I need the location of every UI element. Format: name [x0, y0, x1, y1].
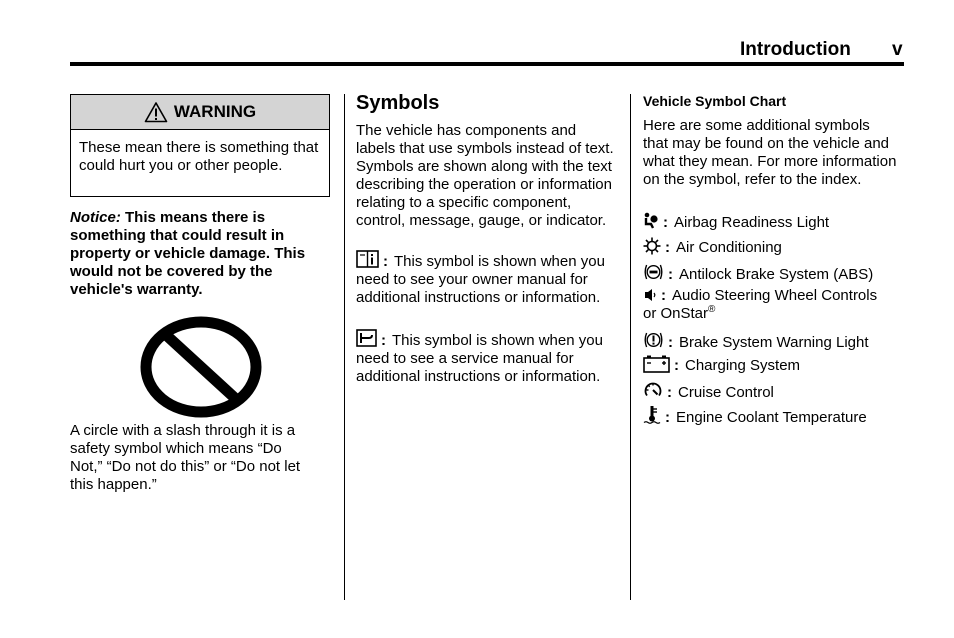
- charging-label: Charging System: [685, 357, 801, 374]
- audio-steering-label-cont: or OnStar: [643, 305, 709, 322]
- page-section-title: Introduction: [740, 39, 851, 60]
- owner-manual-paragraph: [356, 250, 618, 307]
- service-manual-icon: [356, 329, 378, 347]
- air-conditioning-icon: [643, 237, 661, 255]
- notice-text: This means there is something that could result in property or vehicle damage. This would not be covered by the vehicle's warranty.: [70, 209, 306, 298]
- warning-title: WARNING: [173, 102, 257, 121]
- brake-warning-label: Brake System Warning Light: [679, 334, 869, 351]
- symbol-row-cruise: [643, 380, 905, 402]
- service-manual-colon: :: [381, 332, 386, 349]
- owner-manual-icon: [356, 250, 380, 268]
- coolant-temperature-icon: [643, 405, 661, 425]
- no-circle-slash-icon: [140, 316, 262, 418]
- registered-mark: ®: [708, 304, 716, 315]
- audio-steering-icon: [643, 287, 657, 303]
- warning-triangle-icon: [144, 101, 168, 123]
- symbol-row-abs: [643, 262, 905, 284]
- airbag-label: Airbag Readiness Light: [674, 214, 830, 231]
- coolant-colon: :: [665, 409, 670, 426]
- circle-slash-caption: A circle with a slash through it is a safety symbol which means “Do Not,” “Do not do this” or “Do not let this happen.”: [70, 422, 301, 493]
- symbol-row-charging: [643, 355, 905, 375]
- airbag-icon: [643, 212, 659, 230]
- battery-icon: [643, 355, 670, 373]
- symbol-row-air-conditioning: [643, 237, 905, 257]
- symbol-row-coolant: [643, 405, 905, 427]
- cruise-label: Cruise Control: [678, 384, 774, 401]
- symbol-row-audio-steering: [643, 287, 905, 323]
- audio-steering-label: Audio Steering Wheel Controls: [672, 287, 878, 304]
- owner-manual-colon: :: [383, 253, 388, 270]
- notice-label: Notice:: [70, 209, 121, 226]
- warning-box: [70, 94, 330, 197]
- service-manual-paragraph: [356, 329, 618, 386]
- audio-steering-colon: :: [661, 287, 666, 304]
- service-manual-text: This symbol is shown when you need to see a service manual for additional instructions or information.: [356, 332, 603, 385]
- cruise-control-icon: [643, 380, 663, 400]
- vehicle-symbol-chart-heading: Vehicle Symbol Chart: [643, 93, 787, 109]
- symbols-intro: The vehicle has components and labels that use symbols instead of text. Symbols are shown along with the text describing the operation or information relating to a specific component, control, message, gauge, or indicator.: [356, 122, 614, 229]
- vehicle-symbol-chart-intro: Here are some additional symbols that may be found on the vehicle and what they mean. For more information on the symbol, refer to the index.: [643, 117, 897, 188]
- airbag-colon: :: [663, 214, 668, 231]
- warning-header: [71, 95, 329, 130]
- header-rule: [70, 62, 904, 66]
- coolant-label: Engine Coolant Temperature: [676, 409, 867, 426]
- notice-paragraph: [70, 209, 332, 299]
- page-number: v: [892, 39, 903, 60]
- brake-warning-icon: [643, 330, 664, 350]
- owner-manual-text: This symbol is shown when you need to see your owner manual for additional instructions or information.: [356, 253, 605, 306]
- abs-icon: [643, 262, 664, 282]
- symbol-row-airbag: [643, 212, 905, 232]
- abs-colon: :: [668, 266, 673, 283]
- air-conditioning-colon: :: [665, 239, 670, 256]
- brake-warning-colon: :: [668, 334, 673, 351]
- air-conditioning-label: Air Conditioning: [676, 239, 782, 256]
- charging-colon: :: [674, 357, 679, 374]
- symbols-heading: Symbols: [356, 92, 440, 114]
- abs-label: Antilock Brake System (ABS): [679, 266, 874, 283]
- column-divider-left: [344, 94, 345, 600]
- cruise-colon: :: [667, 384, 672, 401]
- column-divider-right: [630, 94, 631, 600]
- symbol-row-brake-warning: [643, 330, 905, 352]
- warning-body: These mean there is something that could hurt you or other people.: [79, 139, 319, 174]
